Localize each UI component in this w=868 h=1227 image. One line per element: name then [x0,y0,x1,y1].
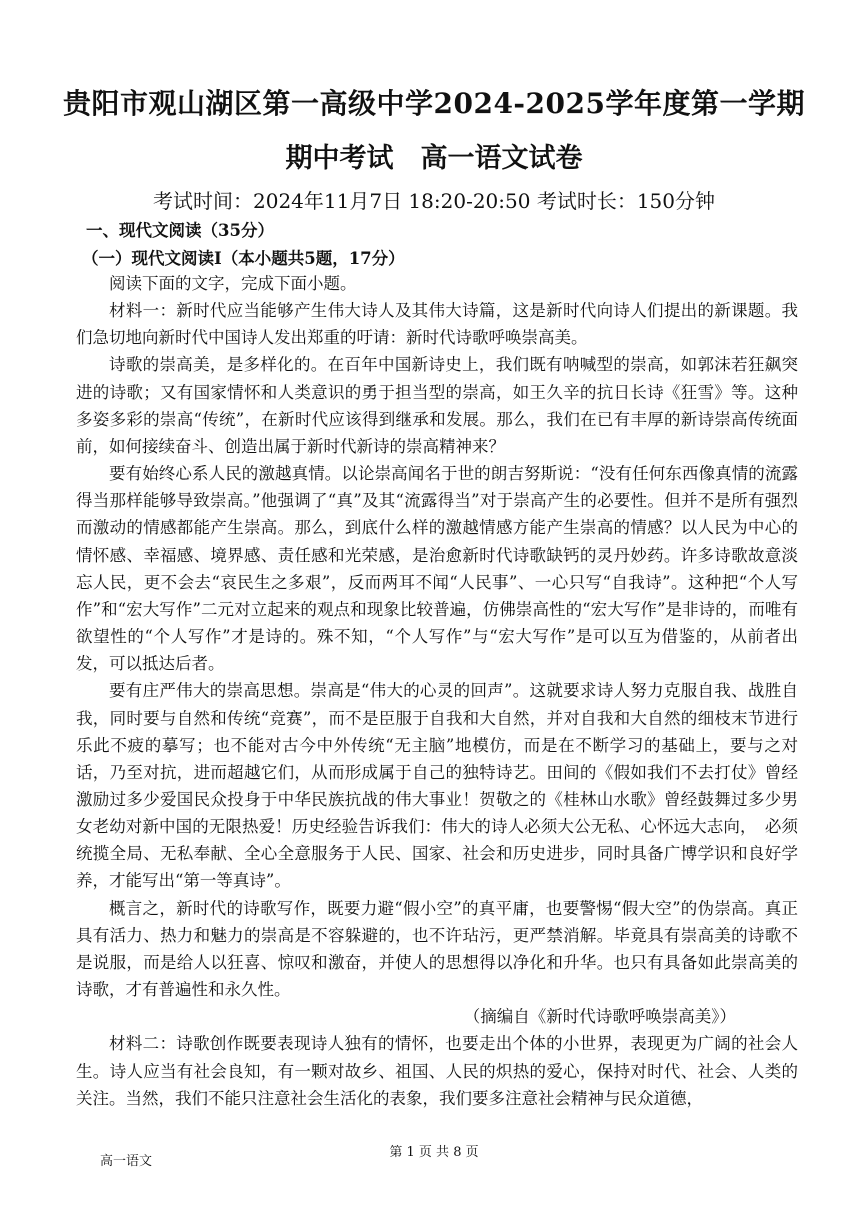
material1-paragraph-2: 诗歌的崇高美，是多样化的。在百年中国新诗史上，我们既有呐喊型的崇高，如郭沫若狂飙突进的诗歌；又有国家情怀和人类意识的勇于担当型的崇高，如王久辛的抗日长诗《狂雪》等。这种多姿多彩的崇高“传统”，在新时代应该得到继承和发展。那么，我们在已有丰厚的新诗崇高传统面前，如何接续奋斗、创造出属于新时代新诗的崇高精神来？ [76,355,798,456]
instruction-paragraph: 阅读下面的文字，完成下面小题。 [109,274,357,293]
section-heading: 一、现代文阅读（35分） [86,221,274,240]
exam-time-info: 考试时间：2024年11月7日 18:20-20:50 考试时长：150分钟 [153,189,715,213]
footer-page-number: 第 1 页 共 8 页 [389,1145,479,1160]
material1-paragraph-5: 概言之，新时代的诗歌写作，既要力避“假小空”的真平庸，也要警惕“假大空”的伪崇高。真正具有活力、热力和魅力的崇高是不容躲避的，也不许玷污，更严禁消解。毕竟具有崇高美的诗歌不是说服，而是给人以狂喜、惊叹和激奋，并使人的思想得以净化和升华。也只有具备如此崇高美的诗歌，才有普遍性和永久性。 [76,898,798,1000]
subsection-heading: （一）现代文阅读Ⅰ（本小题共5题，17分） [82,249,405,268]
material2-paragraph-1: 材料二：诗歌创作既要表现诗人独有的情怀，也要走出个体的小世界，表现更为广阔的社会人生。诗人应当有社会良知，有一颗对故乡、祖国、人民的炽热的爱心，保持对时代、社会、人类的关注。当然，我们不能只注意社会生活化的表象，我们要多注意社会精神与民众道德， [76,1034,798,1108]
material1-intro-paragraph: 材料一：新时代应当能够产生伟大诗人及其伟大诗篇，这是新时代向诗人们提出的新课题。我们急切地向新时代中国诗人发出郑重的吁请：新时代诗歌呼唤崇高美。 [76,301,798,348]
footer-subject: 高一语文 [100,1154,153,1169]
reading-passage [76,270,798,1112]
material1-paragraph-3: 要有始终心系人民的激越真情。以论崇高闻名于世的朗吉努斯说：“没有任何东西像真情的流露得当那样能够导致崇高。”他强调了“真”及其“流露得当”对于崇高产生的必要性。但并不是所有强烈而激动的情感都能产生崇高。那么，到底什么样的激越情感方能产生崇高的情感？以人民为中心的情怀感、幸福感、境界感、责任感和光荣感，是治愈新时代诗歌缺钙的灵丹妙药。许多诗歌故意淡忘人民，更不会去“哀民生之多艰”，反而两耳不闻“人民事”、一心只写“自我诗”。这种把“个人写作”和“宏大写作”二元对立起来的观点和现象比较普遍，仿佛崇高性的“宏大写作”是非诗的，而唯有欲望性的“个人写作”才是诗的。殊不知，“个人写作”与“宏大写作”是可以互为借鉴的，从前者出发，可以抵达后者。 [76,464,798,674]
exam-title-line1: 贵阳市观山湖区第一高级中学2024-2025学年度第一学期 [63,87,805,120]
material1-source: （摘编自《新时代诗歌呼唤崇高美》） [463,1007,736,1027]
material1-paragraph-4: 要有庄严伟大的崇高思想。崇高是“伟大的心灵的回声”。这就要求诗人努力克服自我、战胜自我，同时要与自然和传统“竞赛”，而不是臣服于自我和大自然，并对自我和大自然的细枝末节进行乐此不疲的摹写；也不能对古今中外传统“无主脑”地模仿，而是在不断学习的基础上，要与之对话，乃至对抗，进而超越它们，从而形成属于自己的独特诗艺。田间的《假如我们不去打仗》曾经激励过多少爱国民众投身于中华民族抗战的伟大事业！贺敬之的《桂林山水歌》曾经鼓舞过多少男女老幼对新中国的无限热爱！历史经验告诉我们：伟大的诗人必须大公无私、心怀远大志向， 必须统揽全局、无私奉献、全心全意服务于人民、国家、社会和历史进步，同时具备广博学识和良好学养，才能写出“第一等真诗”。 [76,681,798,891]
exam-title-line2: 期中考试 高一语文试卷 [285,143,583,174]
